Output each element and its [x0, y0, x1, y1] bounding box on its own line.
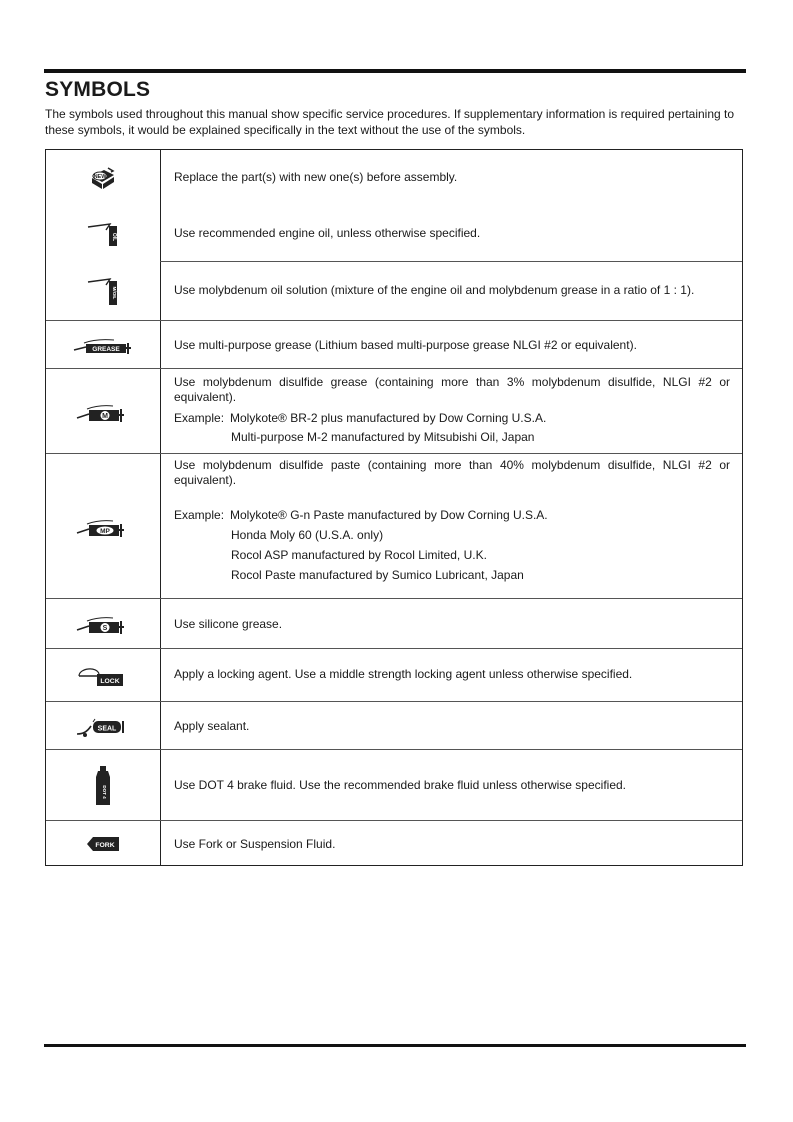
molybdenum-paste-icon: [46, 454, 160, 599]
molybdenum-oil-icon: [46, 262, 160, 320]
example-item: Rocol Paste manufactured by Sumico Lubricant, Japan: [231, 568, 524, 582]
symbol-row-brake-fluid: [46, 749, 742, 821]
symbol-row-engine-oil: [46, 206, 742, 262]
symbol-row-molybdenum-oil: [46, 262, 742, 320]
symbol-description: Use molybdenum oil solution (mixture of the engine oil and molybdenum grease in a ratio of 1 : 1).: [174, 283, 695, 297]
engine-oil-icon: [46, 206, 160, 262]
grease-icon: [46, 321, 160, 369]
seal-icon-label: SEAL: [97, 725, 117, 733]
example-item: Honda Moly 60 (U.S.A. only): [231, 528, 384, 542]
symbol-description: Use Fork or Suspension Fluid.: [174, 837, 336, 851]
silicone-icon-label: S: [102, 625, 108, 633]
symbol-row-molybdenum-grease: [46, 368, 742, 454]
symbols-table: [45, 149, 743, 866]
example-label: Example:: [174, 411, 225, 425]
symbol-description: Use DOT 4 brake fluid. Use the recommended brake fluid unless otherwise specified.: [174, 778, 626, 792]
dot4-icon-label: DOT 4: [102, 784, 107, 799]
intro-paragraph: The symbols used throughout this manual show specific service procedures. If supplementary information is required pertaining to these symbols, it would be explained specifically in the text without the use of the symbols.: [45, 107, 735, 137]
oil-icon-label: OIL: [111, 232, 117, 242]
molybdenum-grease-icon: [46, 369, 160, 454]
fork-fluid-icon: [46, 821, 160, 867]
example-label: Example:: [174, 508, 225, 522]
symbol-row-sealant: [46, 701, 742, 750]
example-item: Multi-purpose M-2 manufactured by Mitsubishi Oil, Japan: [231, 430, 535, 444]
example-item: Molykote® G-n Paste manufactured by Dow Corning U.S.A.: [230, 508, 548, 522]
bottom-rule: [44, 1044, 746, 1047]
sealant-icon: [46, 702, 160, 750]
lock-icon-label: LOCK: [100, 677, 120, 685]
symbol-description: Use multi-purpose grease (Lithium based multi-purpose grease NLGI #2 or equivalent).: [174, 338, 637, 352]
fork-icon-label: FORK: [95, 842, 115, 849]
locking-agent-icon: [46, 649, 160, 702]
symbol-description: Apply a locking agent. Use a middle strength locking agent unless otherwise specified.: [174, 667, 633, 681]
example-item: Rocol ASP manufactured by Rocol Limited, U.K.: [231, 548, 487, 562]
symbol-description: Use silicone grease.: [174, 617, 283, 631]
page-title: SYMBOLS: [45, 78, 151, 101]
example-line: [174, 411, 730, 426]
moly-paste-icon-label: MP: [100, 527, 110, 535]
moly-oil-icon-label: M/OIL: [112, 286, 117, 300]
example-line: [174, 508, 730, 523]
new-icon-label: NEW: [93, 174, 107, 180]
symbol-row-fork-fluid: [46, 820, 742, 867]
symbol-description: Use recommended engine oil, unless otherwise specified.: [174, 226, 481, 240]
grease-icon-label: GREASE: [92, 346, 120, 353]
new-parts-icon: [46, 150, 160, 206]
example-item: Molykote® BR-2 plus manufactured by Dow Corning U.S.A.: [230, 411, 547, 425]
symbol-description: Use molybdenum disulfide paste (containing more than 40% molybdenum disulfide, NLGI #2 or equivalent).: [174, 458, 730, 487]
moly-grease-icon-label: M: [102, 412, 108, 420]
symbol-row-silicone-grease: [46, 598, 742, 649]
symbol-row-locking-agent: [46, 648, 742, 702]
symbol-description: Replace the part(s) with new one(s) before assembly.: [174, 170, 458, 184]
symbol-row-new: [46, 150, 742, 206]
symbol-row-grease: [46, 320, 742, 369]
top-rule: [44, 69, 746, 73]
brake-fluid-icon: [46, 750, 160, 821]
silicone-grease-icon: [46, 599, 160, 649]
symbol-description: Use molybdenum disulfide grease (containing more than 3% molybdenum disulfide, NLGI #2 or equivalent).: [174, 375, 730, 404]
symbol-row-molybdenum-paste: [46, 453, 742, 599]
symbol-description: Apply sealant.: [174, 719, 250, 733]
